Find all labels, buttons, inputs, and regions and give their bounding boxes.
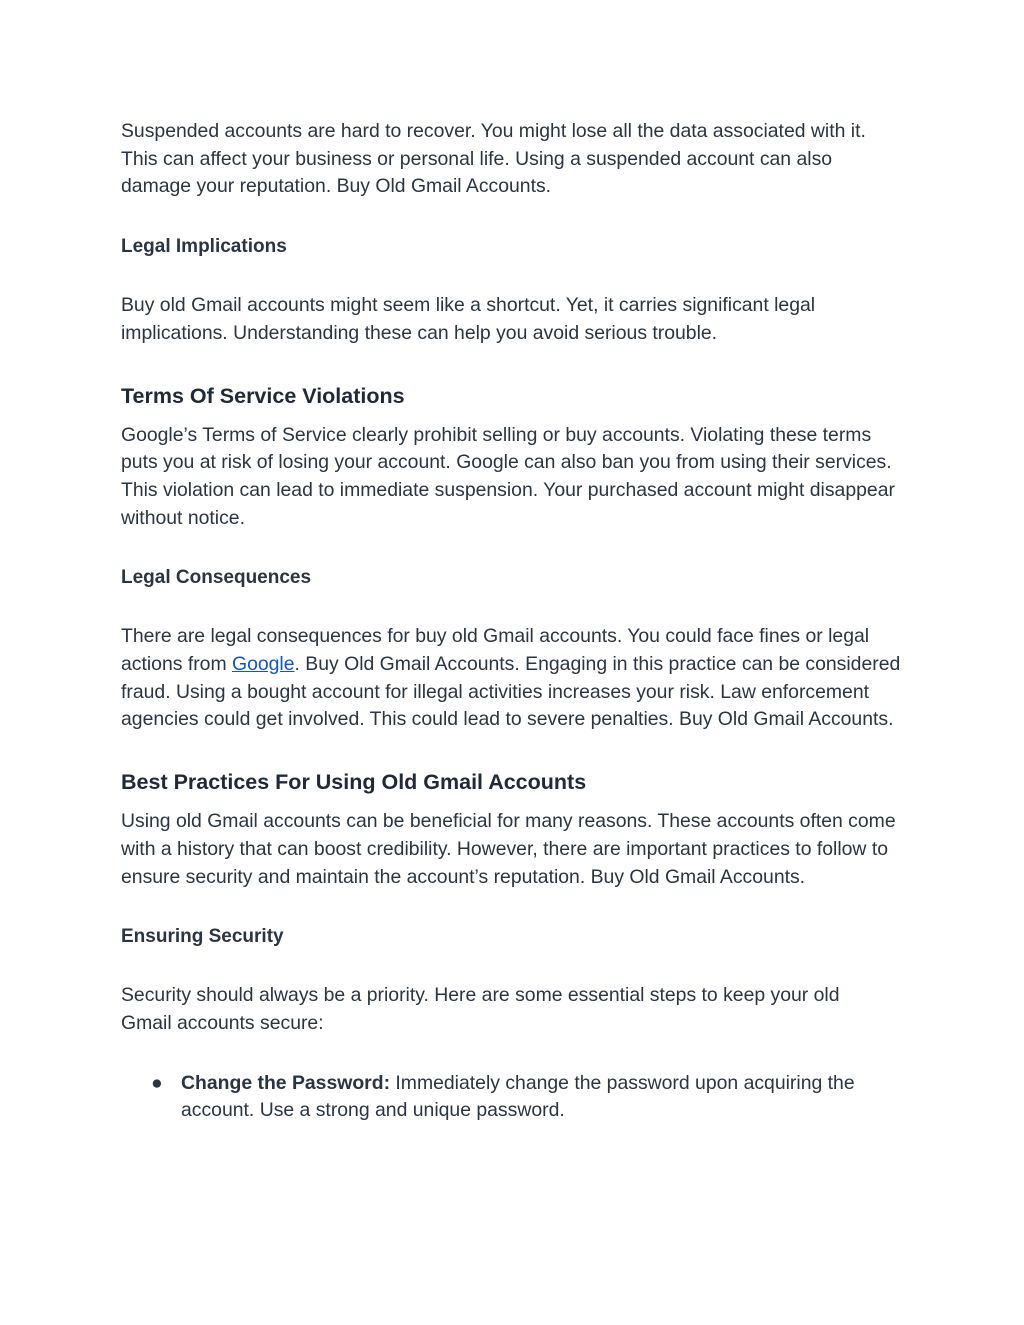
bullet-icon: ●: [151, 1071, 163, 1094]
heading-legal-implications: Legal Implications: [121, 236, 287, 258]
paragraph-tos: Google’s Terms of Service clearly prohibit selling or buy accounts. Violating these terms puts you at risk of losing your account. Google can also ban you from using their services. This violation can lead to immediate suspension. Your purchased account might disappear without notice.: [121, 423, 895, 529]
paragraph-legal-consequences: [121, 623, 906, 734]
paragraph-best-practices: Using old Gmail accounts can be beneficial for many reasons. These accounts often come with a history that can boost credibility. However, there are important practices to follow to ensure security and maintain the account’s reputation. Buy Old Gmail Accounts.: [121, 810, 896, 888]
google-link[interactable]: Google: [232, 653, 295, 676]
consequences-text-after-link: . Buy Old Gmail Accounts. Engaging in this practice can be considered fraud. Using a bought account for illegal activities increases your risk. Law enforcement agencies could get involved. This could lead to severe penalties. Buy Old Gmail Accounts.: [121, 653, 901, 731]
document-page: [121, 118, 906, 1125]
list-item-bold-label: Change the Password:: [181, 1071, 391, 1094]
paragraph-legal-intro: Buy old Gmail accounts might seem like a shortcut. Yet, it carries significant legal implications. Understanding these can help you avoid serious trouble.: [121, 294, 816, 344]
list-item-text: Immediately change the password upon acquiring the account. Use a strong and unique password.: [181, 1071, 855, 1122]
heading-ensuring-security: Ensuring Security: [121, 926, 284, 948]
security-steps-list: [121, 1070, 906, 1125]
paragraph-security-intro: Security should always be a priority. Here are some essential steps to keep your old Gmail accounts secure:: [121, 984, 840, 1034]
heading-best-practices: Best Practices For Using Old Gmail Accounts: [121, 770, 587, 795]
list-item: [121, 1070, 906, 1125]
paragraph-suspended-accounts: Suspended accounts are hard to recover. You might lose all the data associated with it. This can affect your business or personal life. Using a suspended account can also damage your reputation. Buy Old Gmail Accounts.: [121, 120, 866, 198]
heading-legal-consequences: Legal Consequences: [121, 567, 312, 589]
consequences-text-before-link: There are legal consequences for buy old Gmail accounts. You could face fines or legal actions from: [121, 625, 870, 676]
heading-tos-violations: Terms Of Service Violations: [121, 383, 405, 408]
